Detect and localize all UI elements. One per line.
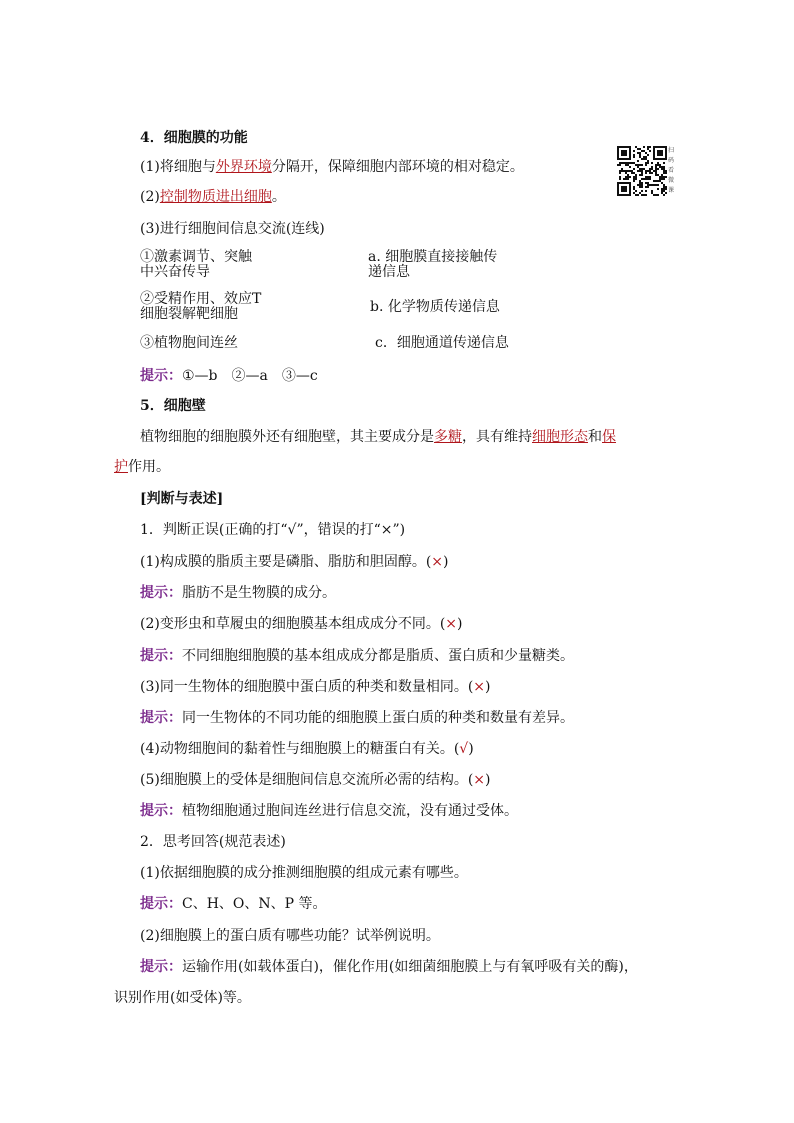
hint	[140, 366, 318, 386]
text: (3)同一生物体的细胞膜中蛋白质的种类和数量相同。(	[140, 679, 474, 695]
text: (5)细胞膜上的受体是细胞间信息交流所必需的结构。(	[140, 772, 474, 788]
highlight-text: 外界环境	[215, 159, 272, 175]
section-title: 5．细胞壁	[140, 398, 206, 414]
hint-text: 植物细胞通过胞间连丝进行信息交流，没有通过受体。	[182, 803, 518, 819]
judge-item	[140, 739, 474, 759]
text: 分隔开，保障细胞内部环境的相对稳定。	[271, 159, 524, 175]
paragraph	[140, 427, 616, 447]
match-left-1	[140, 250, 252, 280]
hint-text: 脂肪不是生物膜的成分。	[182, 585, 336, 601]
text: 。	[271, 189, 286, 205]
paragraph: (3)进行细胞间信息交流(连线)	[140, 221, 325, 237]
match-right-b: b. 化学物质传递信息	[370, 299, 500, 315]
match-right-c: c．细胞通道传递信息	[375, 335, 509, 351]
check-mark: √	[459, 741, 469, 757]
text: 植物细胞的细胞膜外还有细胞壁，其主要成分是	[140, 429, 434, 445]
match-right-a	[368, 250, 497, 280]
hint	[140, 708, 574, 728]
paragraph	[140, 157, 524, 177]
hint-text: 同一生物体的不同功能的细胞膜上蛋白质的种类和数量有差异。	[182, 710, 574, 726]
match-left-3: ③植物胞间连丝	[140, 335, 238, 351]
question: (1)依据细胞膜的成分推测细胞膜的组成元素有哪些。	[140, 865, 468, 881]
match-left-2	[140, 292, 261, 322]
judge-item	[140, 677, 491, 697]
hint-text: 运输作用(如载体蛋白)，催化作用(如细菌细胞膜上与有氧呼吸有关的酶)，	[182, 959, 638, 975]
text: (2)变形虫和草履虫的细胞膜基本组成成分不同。(	[140, 616, 446, 632]
question-title: 1．判断正误(正确的打“√”，错误的打“×”)	[140, 522, 406, 538]
hint-continuation: 识别作用(如受体)等。	[114, 990, 251, 1006]
hint-label: 提示：	[140, 803, 182, 819]
hint	[140, 583, 336, 603]
section-title: 4．细胞膜的功能	[140, 130, 248, 146]
qr-code-image	[617, 146, 667, 196]
text: )	[443, 554, 449, 570]
question-title: 2．思考回答(规范表述)	[140, 834, 286, 850]
text: ①激素调节、突触	[140, 249, 252, 265]
paragraph	[140, 187, 286, 207]
hint-label: 提示：	[140, 710, 182, 726]
hint-text: 不同细胞细胞膜的基本组成成分都是脂质、蛋白质和少量糖类。	[182, 648, 574, 664]
hint-label: 提示：	[140, 959, 182, 975]
text: ②受精作用、效应T	[140, 291, 262, 307]
highlight-text: 保	[602, 429, 616, 445]
question: (2)细胞膜上的蛋白质有哪些功能？试举例说明。	[140, 928, 440, 944]
paragraph	[114, 457, 170, 477]
highlight-text: 护	[114, 459, 128, 475]
text: (1)构成膜的脂质主要是磷脂、脂肪和胆固醇。(	[140, 554, 432, 570]
text: 递信息	[368, 264, 410, 280]
cross-mark: ×	[445, 616, 458, 632]
text: 作用。	[128, 459, 170, 475]
text: (4)动物细胞间的黏着性与细胞膜上的糖蛋白有关。(	[140, 741, 460, 757]
hint	[140, 894, 327, 914]
text: )	[485, 772, 491, 788]
cross-mark: ×	[473, 772, 486, 788]
judge-item	[140, 770, 491, 790]
text: )	[457, 616, 463, 632]
text: 中兴奋传导	[140, 264, 210, 280]
hint-label: 提示：	[140, 368, 182, 384]
text: 细胞裂解靶细胞	[140, 306, 238, 322]
judge-item	[140, 614, 463, 634]
hint	[140, 801, 518, 821]
qr-caption: 扫码看微课	[668, 147, 675, 194]
text: )	[485, 679, 491, 695]
cross-mark: ×	[431, 554, 444, 570]
hint-label: 提示：	[140, 648, 182, 664]
text: )	[468, 741, 474, 757]
judge-item	[140, 552, 449, 572]
text: (1)将细胞与	[140, 159, 216, 175]
hint-label: 提示：	[140, 896, 182, 912]
highlight-text: 细胞形态	[532, 429, 588, 445]
text: 和	[588, 429, 602, 445]
cross-mark: ×	[473, 679, 486, 695]
text: (2)	[140, 189, 160, 205]
hint	[140, 646, 574, 666]
hint-label: 提示：	[140, 585, 182, 601]
highlight-text: 多糖	[434, 429, 462, 445]
hint	[140, 957, 638, 977]
judge-heading: [判断与表述]	[140, 491, 224, 507]
highlight-text: 控制物质进出细胞	[159, 189, 272, 205]
hint-text: C、H、O、N、P 等。	[182, 896, 327, 912]
hint-text: ①—b ②—a ③—c	[182, 368, 318, 384]
text: ，具有维持	[462, 429, 532, 445]
text: a. 细胞膜直接接触传	[368, 249, 498, 265]
